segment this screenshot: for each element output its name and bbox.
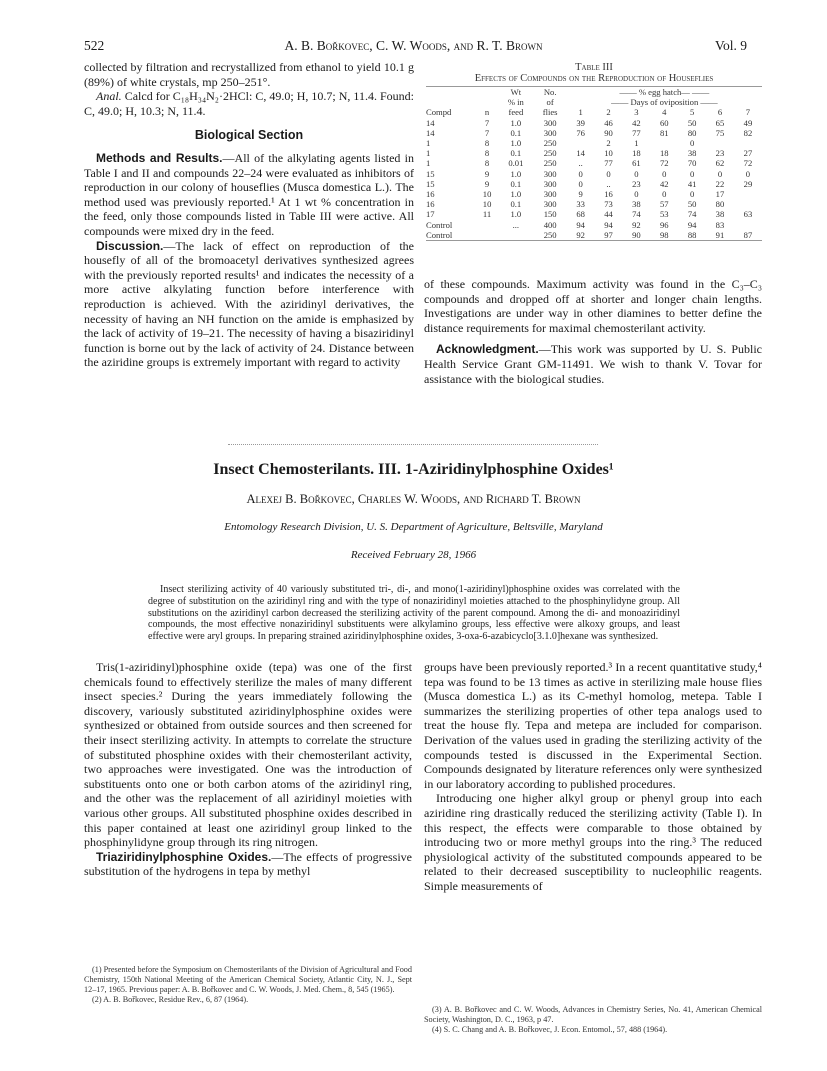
table-cell: 18: [632, 148, 641, 159]
table-cell: 150: [543, 209, 557, 220]
table-cell: Wt: [510, 87, 522, 97]
table-cell: 16: [426, 189, 435, 200]
table-cell: [734, 199, 762, 209]
table-cell: —— Days of oviposition ——: [611, 97, 718, 108]
table-cell: 6: [717, 107, 723, 118]
table-cell: 0.1: [510, 127, 522, 138]
table-cell: 65: [715, 117, 725, 128]
table-cell: —— % egg hatch— ——: [619, 87, 710, 97]
table-cell: 300: [543, 117, 557, 128]
table-cell: 83: [715, 219, 725, 230]
table-cell: flies: [542, 107, 558, 118]
affiliation: Entomology Research Division, U. S. Department of Agriculture, Beltsville, Maryland: [224, 521, 603, 533]
table-cell: 91: [715, 229, 725, 240]
anal-text: Calcd for C₁₈H₃₄N₂·2HCl: C, 49.0; H, 10.7; N, 11.4. Found: C, 49.0; H, 10.3; N, 11.4.: [84, 89, 415, 118]
table-cell: [476, 230, 498, 240]
table-cell: 92: [576, 229, 585, 240]
table-cell: 1: [426, 138, 431, 149]
table-cell: 0.1: [510, 148, 522, 159]
footnote-2: (2) A. B. Bořkovec, Residue Rev., 6, 87 (1964).: [92, 995, 249, 1004]
table-cell: 0: [717, 168, 723, 179]
table-cell: 1: [426, 148, 431, 159]
ack-runin: Acknowledgment.: [436, 342, 539, 357]
ack-text: —This work was supported by U. S. Public Health Service Grant GM-11491. We wish to thank V. Tovar for assistance with the biological studies.: [424, 342, 762, 386]
table-cell: 76: [576, 127, 585, 138]
tri-paragraph: [84, 850, 412, 879]
table-cell: 250: [543, 138, 557, 149]
table-cell: 0: [689, 138, 695, 149]
table-cell: 22: [715, 178, 725, 189]
table-cell: 49: [743, 117, 753, 128]
table-cell: [498, 230, 533, 240]
table-3-grid: [426, 87, 762, 240]
footnotes-right: [424, 1005, 762, 1035]
footnotes-left: [84, 965, 412, 1005]
table-3: [424, 62, 764, 241]
discussion-text: —The lack of effect on reproduction of the housefly of all of the bromoacetyl derivatives synthesized agrees with the previously reported results¹ and indicates the necessity of a more active alkylating function before interference with reproduction is achieved. With the aziridinyl derivatives, the necessity of having an NH function on the amide is emphasized by the lack of activity of 19–21. The necessity of having a bisaziridinyl function is borne out by the lack of activity of 24. Distance between the aziridine groups is extremely important with regard to activity: [84, 238, 414, 370]
table-cell: 53: [659, 209, 669, 220]
section-heading: Biological Section: [194, 128, 304, 143]
table-cell: 63: [743, 209, 753, 220]
table-cell: 14: [426, 117, 435, 128]
table-cell: ..: [578, 158, 583, 169]
table-cell: [476, 87, 498, 97]
table-cell: 17: [715, 189, 725, 200]
table-cell: No.: [543, 87, 557, 97]
table-cell: 5: [689, 107, 695, 118]
discussion-paragraph: [84, 239, 414, 370]
table-row: [426, 169, 762, 179]
body-left-column: [84, 660, 412, 879]
methods-runin: Methods and Results.: [96, 150, 223, 165]
table-cell: 300: [543, 178, 557, 189]
table-cell: 0.1: [510, 178, 522, 189]
table-cell: 38: [632, 199, 641, 210]
table-row: [426, 138, 762, 148]
footnote-4: (4) S. C. Chang and A. B. Bořkovec, J. Econ. Entomol., 57, 488 (1964).: [432, 1025, 668, 1034]
article-title: Insect Chemosterilants. III. 1-Aziridinylphosphine Oxides¹: [213, 461, 614, 478]
discussion-runin: Discussion.: [96, 238, 164, 253]
table-row: [426, 220, 762, 230]
table-cell: 1: [426, 158, 431, 169]
table-cell: 250: [543, 229, 557, 240]
page-number: 522: [84, 38, 105, 53]
table-cell: 0.01: [508, 158, 524, 169]
table-cell: 68: [576, 209, 585, 220]
table-cell: 300: [543, 199, 557, 210]
table-cell: 61: [632, 158, 641, 169]
table-cell: 17: [426, 209, 435, 220]
acknowledgment-paragraph: [424, 342, 762, 386]
methods-paragraph: [84, 151, 414, 239]
table-cell: 46: [604, 117, 613, 128]
table-cell: 41: [687, 178, 697, 189]
table-cell: 33: [576, 199, 585, 210]
table-cell: 74: [632, 209, 641, 220]
table-cell: 250: [543, 148, 557, 159]
table-cell: [426, 87, 476, 97]
footnote-1: (1) Presented before the Symposium on Chemosterilants of the Division of Agricultural and Food Chemistry, 150th National Meeting of the American Chemical Society, Atlantic City, N. J., Sept 12–17, 1965. Previous paper: A. B. Bořkovec and C. W. Woods, J. Med. Chem., 8, 545 (1965).: [84, 965, 412, 994]
table-cell: 0: [662, 168, 667, 179]
table-cell: 14: [576, 148, 585, 159]
table-cell: 1.0: [510, 168, 522, 179]
table-cell: Control: [426, 219, 453, 230]
table-cell: 29: [743, 178, 753, 189]
table-cell: 3: [634, 107, 639, 118]
table-cell: 10: [482, 189, 492, 200]
table-label: Table III: [575, 62, 613, 73]
table-cell: 250: [543, 158, 557, 169]
table-cell: 18: [659, 148, 669, 159]
table-cell: 96: [659, 219, 669, 230]
table-cell: 57: [659, 199, 669, 210]
table-row: [426, 118, 762, 128]
table-cell: 15: [426, 178, 435, 189]
table-cell: 0: [689, 189, 695, 200]
table-cell: 38: [715, 209, 725, 220]
table-cell: 82: [743, 127, 753, 138]
volume-label: Vol. 9: [714, 38, 747, 53]
table-cell: 2: [606, 138, 611, 149]
footnote-3: (3) A. B. Bořkovec and C. W. Woods, Advances in Chemistry Series, No. 41, American Chemical Society, Washington, D. C., 1963, p 47.: [424, 1005, 762, 1024]
right-top-paragraph: of these compounds. Maximum activity was found in the C₃–C₃ compounds and dropped off at shorter and longer chain lengths. Investigations are under way in other diamines to better define the distance requirements for maximal chemosterilant activity.: [424, 277, 762, 335]
tri-text: —The effects of progressive substitution of the hydrogens in tepa by methyl: [84, 849, 412, 879]
methods-text: —All of the alkylating agents listed in Table I and II and compounds 22–24 were evaluated as inhibitors of reproduction in our colony of houseflies (Musca domestica L.). The method used was previously reported.¹ At 1 wt % concentration in the feed, only those compounds listed in Table III were active. All compounds were mixed dry in the feed.: [84, 150, 415, 238]
table-cell: 300: [543, 189, 557, 200]
table-cell: Compd: [426, 107, 452, 118]
table-cell: [734, 189, 762, 199]
table-cell: 1.0: [510, 209, 522, 220]
table-cell: 38: [687, 148, 697, 159]
analysis-line: [84, 89, 414, 118]
body-right-paragraph-2: Introducing one higher alkyl group or phenyl group into each aziridine ring drastically reduced the sterilizing activity (Table I). In this respect, the effects were comparable to those obtained by introducing two or more methyl groups into the ring.³ The reduced physiological activity of the substituted compounds appeared to be related to their decreased susceptibility to nucleophilic reagents. Simple measurements of: [424, 791, 762, 893]
table-cell: 23: [715, 148, 725, 159]
table-cell: 72: [659, 158, 669, 169]
table-cell: 16: [604, 189, 613, 200]
table-cell: 1.0: [510, 117, 522, 128]
table-cell: 2: [606, 107, 611, 118]
table-cell: 90: [604, 127, 613, 138]
right-top-column: [424, 277, 762, 386]
table-row: [426, 199, 762, 209]
table-cell: 15: [426, 168, 435, 179]
table-cell: 44: [604, 209, 613, 220]
table-cell: feed: [508, 107, 524, 118]
table-row: [426, 209, 762, 219]
table-cell: ...: [512, 219, 520, 230]
table-cell: [734, 138, 762, 148]
table-cell: 400: [543, 219, 557, 230]
intro-paragraph: Tris(1-aziridinyl)phosphine oxide (tepa) was one of the first chemicals found to effectively sterilize the males of many different insect species.² During the years immediately following the discovery, variously substituted aziridinylphosphine oxides were synthesized or obtained from outside sources and then screened for their insect sterilizing activity. In attempts to correlate the structure of substituted phosphine oxides with their chemosterilant activity, two approaches were investigated. One was the introduction of substituents onto one or both carbon atoms of the aziridinyl ring, and the other was the replacement of all aziridinyl moieties with various other groups. All substituted phosphine oxides described in this paper contained at least one aziridinyl group linked to the phosphinylidyne group through its ring nitrogen.: [84, 660, 412, 850]
table-cell: 7: [484, 127, 490, 138]
tri-runin: Triaziridinylphosphine Oxides.: [96, 849, 272, 864]
table-cell: 50: [687, 117, 697, 128]
table-cell: 10: [482, 199, 492, 210]
table-cell: [426, 97, 476, 107]
table-cell: 23: [632, 178, 641, 189]
article-divider: [228, 444, 598, 445]
table-cell: 88: [687, 229, 697, 240]
table-cell: 50: [687, 199, 697, 210]
table-header-row: [426, 107, 762, 117]
table-header-row: [426, 87, 762, 97]
table-cell: 90: [632, 229, 641, 240]
table-cell: 1: [578, 107, 583, 118]
table-cell: 72: [743, 158, 753, 169]
table-cell: [734, 220, 762, 230]
table-cell: 0: [634, 168, 639, 179]
table-cell: 98: [659, 229, 669, 240]
table-cell: 0: [634, 189, 639, 200]
table-cell: 42: [659, 178, 669, 189]
table-cell: % in: [507, 97, 524, 108]
table-cell: 94: [576, 219, 585, 230]
table-cell: [476, 97, 498, 107]
table-cell: n: [484, 107, 490, 118]
body-right-column: [424, 660, 762, 894]
table-cell: 80: [715, 199, 725, 210]
table-cell: 0: [662, 189, 667, 200]
table-row: [426, 230, 762, 240]
table-cell: 27: [743, 148, 753, 159]
table-cell: 92: [632, 219, 641, 230]
table-cell: [706, 138, 734, 148]
table-title: Effects of Compounds on the Reproduction of Houseflies: [474, 73, 714, 84]
table-cell: 9: [578, 189, 583, 200]
table-cell: 60: [659, 117, 669, 128]
table-cell: 0: [689, 168, 695, 179]
table-cell: of: [546, 97, 554, 108]
table-cell: ..: [606, 178, 611, 189]
table-cell: 8: [484, 138, 490, 149]
table-cell: [567, 138, 595, 148]
table-cell: 62: [715, 158, 725, 169]
table-cell: 8: [484, 158, 490, 169]
table-cell: 81: [659, 127, 669, 138]
table-cell: 1.0: [510, 138, 522, 149]
table-row: [426, 128, 762, 138]
abstract: Insect sterilizing activity of 40 variously substituted tri-, di-, and mono(1-aziridinyl)phosphine oxides was correlated with the degree of substitution on the aziridinyl ring and with the type of nonaziridinyl moieties attached to the phosphinylidyne group. All substitutions on the aziridinyl carbon decreased the sterilizing activity of the parent compound. Among the di- and monoaziridinyl compounds, the most effective nonaziridinyl substituents were alkylamino groups, less effective were alkoxy groups, and least effective were aryl groups. In preparing strained aziridinylphosphine oxides, 3-oxa-6-azabicyclo[3.1.0]hexane was synthesized.: [148, 584, 680, 643]
table-cell: 74: [687, 209, 697, 220]
table-cell: Control: [426, 229, 453, 240]
table-cell: 77: [632, 127, 641, 138]
table-cell: 9: [484, 178, 490, 189]
table-cell: 7: [745, 107, 751, 118]
table-cell: 39: [576, 117, 585, 128]
table-cell: [650, 138, 678, 148]
table-cell: 14: [426, 127, 435, 138]
table-cell: 73: [604, 199, 613, 210]
experimental-tail: collected by filtration and recrystallized from ethanol to yield 10.1 g (89%) of white crystals, mp 250–251°.: [84, 60, 414, 89]
table-cell: 0: [745, 168, 751, 179]
table-row: [426, 179, 762, 189]
table-cell: 16: [426, 199, 435, 210]
table-cell: 300: [543, 127, 557, 138]
table-row: [426, 189, 762, 199]
table-cell: 10: [604, 148, 613, 159]
table-cell: 1: [634, 138, 639, 149]
table-cell: 4: [662, 107, 667, 118]
table-cell: 94: [604, 219, 613, 230]
running-header-authors: A. B. Bořkovec, C. W. Woods, and R. T. Brown: [284, 38, 543, 53]
anal-label: Anal.: [96, 89, 122, 104]
table-cell: 77: [604, 158, 613, 169]
table-cell: 87: [743, 229, 753, 240]
table-cell: 8: [484, 148, 490, 159]
table-cell: [476, 220, 498, 230]
table-cell: 42: [632, 117, 641, 128]
received-date: Received February 28, 1966: [350, 549, 477, 561]
table-row: [426, 158, 762, 168]
table-cell: 0: [578, 178, 583, 189]
table-cell: 7: [484, 117, 490, 128]
table-cell: 0: [578, 168, 583, 179]
table-cell: 1.0: [510, 189, 522, 200]
body-right-paragraph-1: groups have been previously reported.³ In a recent quantitative study,⁴ tepa was found to be 13 times as active in sterilizing male house flies (Musca domestica L.) as its C-methyl homolog, metepa. Table I summarizes the sterilizing properties of other tepa analogs used to treat the house fly. Tepa and metepa are included for comparison. Derivation of the values used in grading the sterilizing activity of the compounds tested is discussed in the Experimental Section. Compounds designated by literature references only were synthesized in our laboratory according to published procedures.: [424, 660, 762, 791]
table-cell: 70: [687, 158, 697, 169]
table-cell: 94: [687, 219, 697, 230]
table-cell: 11: [482, 209, 492, 220]
table-cell: 0: [606, 168, 611, 179]
table-cell: 97: [604, 229, 613, 240]
table-cell: 300: [543, 168, 557, 179]
table-header-row: [426, 97, 762, 107]
table-cell: 9: [484, 168, 490, 179]
table-cell: 0.1: [510, 199, 522, 210]
table-cell: 80: [687, 127, 697, 138]
article-authors: Alexej B. Bořkovec, Charles W. Woods, and Richard T. Brown: [246, 492, 581, 506]
table-row: [426, 148, 762, 158]
table-cell: 75: [715, 127, 725, 138]
left-top-column: [84, 60, 414, 370]
